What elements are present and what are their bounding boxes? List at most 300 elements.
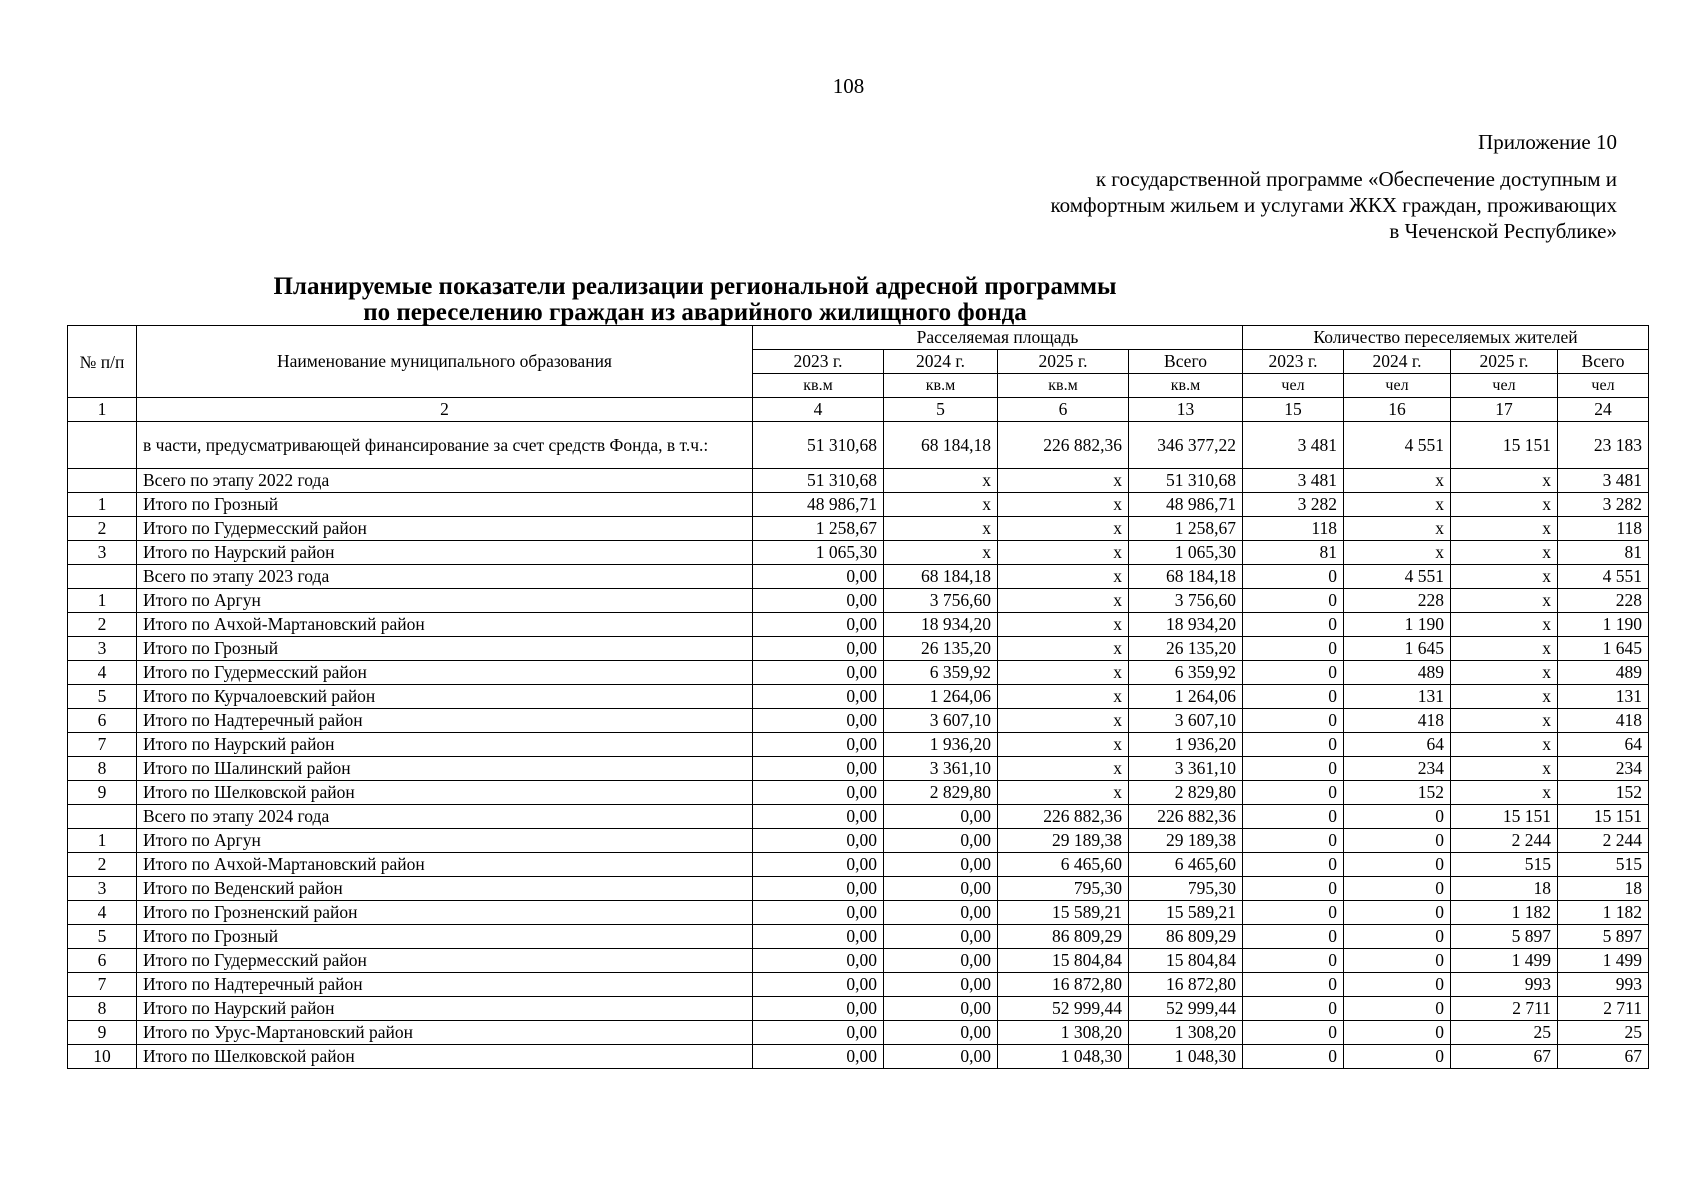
document-title-line: Планируемые показатели реализации региональной адресной программы — [273, 273, 1117, 300]
residents-2024-cell: 489 — [1344, 661, 1451, 685]
table-row — [68, 805, 1649, 829]
area-2023-cell: 0,00 — [753, 973, 884, 997]
area-total-cell: 1 065,30 — [1129, 541, 1243, 565]
area-2025-cell: x — [998, 469, 1129, 493]
residents-2025-cell: 5 897 — [1451, 925, 1558, 949]
residents-total-cell: 2 244 — [1558, 829, 1649, 853]
header-colnum: 16 — [1344, 398, 1451, 422]
residents-2024-cell: 0 — [1344, 853, 1451, 877]
area-2025-cell: 16 872,80 — [998, 973, 1129, 997]
area-total-cell: 52 999,44 — [1129, 997, 1243, 1021]
municipality-name-cell: Итого по Наурский район — [137, 733, 753, 757]
row-number-cell: 9 — [68, 781, 137, 805]
residents-total-cell: 1 190 — [1558, 613, 1649, 637]
residents-total-cell: 15 151 — [1558, 805, 1649, 829]
row-number-cell: 7 — [68, 973, 137, 997]
residents-total-cell: 1 645 — [1558, 637, 1649, 661]
header-num: № п/п — [68, 326, 137, 398]
area-2024-cell: 2 829,80 — [884, 781, 998, 805]
header-year: 2024 г. — [1344, 350, 1451, 374]
area-total-cell: 29 189,38 — [1129, 829, 1243, 853]
appendix-label: Приложение 10 — [1478, 130, 1617, 154]
residents-2023-cell: 0 — [1243, 1021, 1344, 1045]
residents-2025-cell: x — [1451, 733, 1558, 757]
residents-2024-cell: 418 — [1344, 709, 1451, 733]
area-total-cell: 2 829,80 — [1129, 781, 1243, 805]
residents-2025-cell: 18 — [1451, 877, 1558, 901]
header-colnum: 15 — [1243, 398, 1344, 422]
area-total-cell: 6 359,92 — [1129, 661, 1243, 685]
area-2025-cell: x — [998, 517, 1129, 541]
residents-2025-cell: 15 151 — [1451, 422, 1558, 469]
residents-total-cell: 418 — [1558, 709, 1649, 733]
residents-2024-cell: 0 — [1344, 925, 1451, 949]
area-2025-cell: 1 048,30 — [998, 1045, 1129, 1069]
municipality-name-cell: Всего по этапу 2023 года — [137, 565, 753, 589]
area-total-cell: 68 184,18 — [1129, 565, 1243, 589]
area-2023-cell: 0,00 — [753, 1045, 884, 1069]
municipality-name-cell: Итого по Ачхой-Мартановский район — [137, 853, 753, 877]
residents-total-cell: 81 — [1558, 541, 1649, 565]
residents-2025-cell: x — [1451, 517, 1558, 541]
residents-total-cell: 228 — [1558, 589, 1649, 613]
area-2025-cell: 6 465,60 — [998, 853, 1129, 877]
program-reference-line: комфортным жильем и услугами ЖКХ граждан, проживающих — [1050, 193, 1617, 217]
area-total-cell: 795,30 — [1129, 877, 1243, 901]
municipality-name-cell: Итого по Шелковской район — [137, 1045, 753, 1069]
residents-2025-cell: 993 — [1451, 973, 1558, 997]
municipality-name-cell: Итого по Наурский район — [137, 997, 753, 1021]
municipality-name-cell: Итого по Курчалоевский район — [137, 685, 753, 709]
header-colnum: 5 — [884, 398, 998, 422]
table-row — [68, 925, 1649, 949]
residents-2023-cell: 0 — [1243, 781, 1344, 805]
residents-2024-cell: 4 551 — [1344, 565, 1451, 589]
area-total-cell: 51 310,68 — [1129, 469, 1243, 493]
residents-2024-cell: 4 551 — [1344, 422, 1451, 469]
header-year: 2025 г. — [1451, 350, 1558, 374]
area-2025-cell: x — [998, 637, 1129, 661]
area-2025-cell: x — [998, 685, 1129, 709]
municipality-name-cell: Итого по Гудермесский район — [137, 949, 753, 973]
area-2024-cell: 0,00 — [884, 949, 998, 973]
area-2023-cell: 0,00 — [753, 613, 884, 637]
row-number-cell — [68, 469, 137, 493]
area-2023-cell: 0,00 — [753, 805, 884, 829]
area-2024-cell: 3 361,10 — [884, 757, 998, 781]
area-2024-cell: x — [884, 517, 998, 541]
residents-total-cell: 515 — [1558, 853, 1649, 877]
residents-total-cell: 18 — [1558, 877, 1649, 901]
row-number-cell: 7 — [68, 733, 137, 757]
area-2024-cell: 0,00 — [884, 877, 998, 901]
municipality-name-cell: Итого по Гудермесский район — [137, 517, 753, 541]
row-number-cell: 1 — [68, 829, 137, 853]
residents-total-cell: 23 183 — [1558, 422, 1649, 469]
header-year: 2024 г. — [884, 350, 998, 374]
municipality-name-cell: Итого по Шалинский район — [137, 757, 753, 781]
area-total-cell: 6 465,60 — [1129, 853, 1243, 877]
municipality-name-cell: Итого по Надтеречный район — [137, 973, 753, 997]
area-2025-cell: x — [998, 733, 1129, 757]
row-number-cell: 2 — [68, 613, 137, 637]
row-number-cell: 2 — [68, 853, 137, 877]
area-total-cell: 1 308,20 — [1129, 1021, 1243, 1045]
residents-2025-cell: x — [1451, 613, 1558, 637]
row-number-cell: 4 — [68, 661, 137, 685]
table-row — [68, 997, 1649, 1021]
header-unit: чел — [1243, 374, 1344, 398]
header-colnum: 24 — [1558, 398, 1649, 422]
area-2023-cell: 0,00 — [753, 901, 884, 925]
residents-2023-cell: 3 282 — [1243, 493, 1344, 517]
area-total-cell: 1 048,30 — [1129, 1045, 1243, 1069]
table-row — [68, 517, 1649, 541]
residents-total-cell: 2 711 — [1558, 997, 1649, 1021]
area-2024-cell: 68 184,18 — [884, 422, 998, 469]
residents-2023-cell: 0 — [1243, 565, 1344, 589]
residents-2023-cell: 0 — [1243, 613, 1344, 637]
table-row — [68, 589, 1649, 613]
area-2023-cell: 51 310,68 — [753, 422, 884, 469]
municipality-name-cell: Итого по Грозный — [137, 637, 753, 661]
residents-2023-cell: 118 — [1243, 517, 1344, 541]
residents-2023-cell: 3 481 — [1243, 422, 1344, 469]
document-title-line: по переселению граждан из аварийного жилищного фонда — [363, 299, 1027, 326]
area-2023-cell: 48 986,71 — [753, 493, 884, 517]
row-number-cell — [68, 805, 137, 829]
header-unit: кв.м — [998, 374, 1129, 398]
area-2025-cell: 86 809,29 — [998, 925, 1129, 949]
residents-total-cell: 489 — [1558, 661, 1649, 685]
residents-total-cell: 5 897 — [1558, 925, 1649, 949]
residents-total-cell: 4 551 — [1558, 565, 1649, 589]
residents-2025-cell: x — [1451, 469, 1558, 493]
table-row — [68, 493, 1649, 517]
municipality-name-cell: Всего по этапу 2024 года — [137, 805, 753, 829]
area-2025-cell: x — [998, 541, 1129, 565]
residents-2024-cell: 0 — [1344, 901, 1451, 925]
header-group-people: Количество переселяемых жителей — [1243, 326, 1649, 350]
area-total-cell: 3 756,60 — [1129, 589, 1243, 613]
area-2025-cell: 1 308,20 — [998, 1021, 1129, 1045]
area-2024-cell: 0,00 — [884, 973, 998, 997]
area-2025-cell: 795,30 — [998, 877, 1129, 901]
residents-2023-cell: 0 — [1243, 733, 1344, 757]
area-total-cell: 3 361,10 — [1129, 757, 1243, 781]
residents-2023-cell: 0 — [1243, 949, 1344, 973]
residents-2024-cell: 0 — [1344, 805, 1451, 829]
area-2024-cell: 0,00 — [884, 1021, 998, 1045]
program-reference — [1050, 166, 1617, 244]
area-total-cell: 48 986,71 — [1129, 493, 1243, 517]
table-header — [68, 326, 1649, 422]
table-row — [68, 877, 1649, 901]
header-unit: кв.м — [1129, 374, 1243, 398]
area-2023-cell: 0,00 — [753, 565, 884, 589]
header-colnum: 17 — [1451, 398, 1558, 422]
row-number-cell: 6 — [68, 709, 137, 733]
residents-2023-cell: 0 — [1243, 925, 1344, 949]
header-year: Всего — [1129, 350, 1243, 374]
table-row — [68, 637, 1649, 661]
area-2023-cell: 0,00 — [753, 685, 884, 709]
residents-2024-cell: x — [1344, 469, 1451, 493]
area-2023-cell: 0,00 — [753, 1021, 884, 1045]
area-2025-cell: x — [998, 781, 1129, 805]
municipality-name-cell: Итого по Шелковской район — [137, 781, 753, 805]
area-total-cell: 226 882,36 — [1129, 805, 1243, 829]
page-number: 108 — [832, 74, 865, 98]
header-colnum: 2 — [137, 398, 753, 422]
residents-2025-cell: 15 151 — [1451, 805, 1558, 829]
table-row — [68, 661, 1649, 685]
table-row — [68, 709, 1649, 733]
residents-2024-cell: 0 — [1344, 1045, 1451, 1069]
document-title — [0, 274, 1390, 326]
residents-2024-cell: 0 — [1344, 949, 1451, 973]
residents-2025-cell: x — [1451, 757, 1558, 781]
residents-2025-cell: x — [1451, 541, 1558, 565]
area-2025-cell: 226 882,36 — [998, 805, 1129, 829]
table-row — [68, 541, 1649, 565]
area-2024-cell: 26 135,20 — [884, 637, 998, 661]
residents-2024-cell: 131 — [1344, 685, 1451, 709]
area-2023-cell: 0,00 — [753, 925, 884, 949]
header-colnum: 13 — [1129, 398, 1243, 422]
municipality-name-cell: Итого по Аргун — [137, 829, 753, 853]
residents-2025-cell: x — [1451, 661, 1558, 685]
area-2025-cell: 29 189,38 — [998, 829, 1129, 853]
table-row — [68, 781, 1649, 805]
area-total-cell: 26 135,20 — [1129, 637, 1243, 661]
area-2024-cell: 0,00 — [884, 853, 998, 877]
area-2024-cell: 68 184,18 — [884, 565, 998, 589]
row-number-cell: 3 — [68, 541, 137, 565]
row-number-cell — [68, 422, 137, 469]
municipality-name-cell: Итого по Грозный — [137, 493, 753, 517]
area-2023-cell: 1 065,30 — [753, 541, 884, 565]
residents-2024-cell: 1 190 — [1344, 613, 1451, 637]
area-2025-cell: 15 589,21 — [998, 901, 1129, 925]
municipality-name-cell: Итого по Надтеречный район — [137, 709, 753, 733]
residents-2024-cell: 0 — [1344, 997, 1451, 1021]
table-row — [68, 1021, 1649, 1045]
table-row — [68, 949, 1649, 973]
residents-total-cell: 1 499 — [1558, 949, 1649, 973]
table-row — [68, 685, 1649, 709]
area-2023-cell: 0,00 — [753, 733, 884, 757]
area-total-cell: 16 872,80 — [1129, 973, 1243, 997]
municipality-name-cell: Итого по Гудермесский район — [137, 661, 753, 685]
residents-2025-cell: 25 — [1451, 1021, 1558, 1045]
residents-2023-cell: 0 — [1243, 1045, 1344, 1069]
row-number-cell: 2 — [68, 517, 137, 541]
residents-2025-cell: x — [1451, 637, 1558, 661]
area-2024-cell: 0,00 — [884, 1045, 998, 1069]
residents-total-cell: 993 — [1558, 973, 1649, 997]
residents-2023-cell: 0 — [1243, 829, 1344, 853]
municipality-name-cell: Итого по Аргун — [137, 589, 753, 613]
residents-2025-cell: 1 499 — [1451, 949, 1558, 973]
table-row — [68, 973, 1649, 997]
residents-2025-cell: x — [1451, 493, 1558, 517]
area-2024-cell: 18 934,20 — [884, 613, 998, 637]
header-year: 2023 г. — [1243, 350, 1344, 374]
residents-2023-cell: 0 — [1243, 853, 1344, 877]
area-2023-cell: 0,00 — [753, 781, 884, 805]
area-2025-cell: x — [998, 709, 1129, 733]
area-total-cell: 1 936,20 — [1129, 733, 1243, 757]
row-number-cell: 5 — [68, 685, 137, 709]
residents-2024-cell: x — [1344, 541, 1451, 565]
residents-2025-cell: x — [1451, 781, 1558, 805]
residents-2024-cell: 0 — [1344, 973, 1451, 997]
area-2023-cell: 0,00 — [753, 829, 884, 853]
header-unit: чел — [1451, 374, 1558, 398]
header-name: Наименование муниципального образования — [137, 326, 753, 398]
municipality-name-cell: Итого по Урус-Мартановский район — [137, 1021, 753, 1045]
table-row — [68, 829, 1649, 853]
residents-2024-cell: 152 — [1344, 781, 1451, 805]
header-unit: кв.м — [884, 374, 998, 398]
table-body — [68, 422, 1649, 1069]
table-row — [68, 565, 1649, 589]
area-2024-cell: 0,00 — [884, 901, 998, 925]
table-row — [68, 613, 1649, 637]
area-2024-cell: 3 607,10 — [884, 709, 998, 733]
area-total-cell: 346 377,22 — [1129, 422, 1243, 469]
residents-total-cell: 152 — [1558, 781, 1649, 805]
table-row — [68, 469, 1649, 493]
table-row — [68, 757, 1649, 781]
area-2024-cell: 0,00 — [884, 925, 998, 949]
area-2025-cell: x — [998, 565, 1129, 589]
area-total-cell: 3 607,10 — [1129, 709, 1243, 733]
area-2023-cell: 0,00 — [753, 853, 884, 877]
area-2023-cell: 0,00 — [753, 757, 884, 781]
area-2023-cell: 0,00 — [753, 949, 884, 973]
row-number-cell: 1 — [68, 589, 137, 613]
residents-2023-cell: 0 — [1243, 589, 1344, 613]
residents-total-cell: 1 182 — [1558, 901, 1649, 925]
residents-2023-cell: 0 — [1243, 997, 1344, 1021]
program-reference-line: в Чеченской Республике» — [1389, 219, 1617, 243]
area-total-cell: 86 809,29 — [1129, 925, 1243, 949]
table-row — [68, 1045, 1649, 1069]
area-2025-cell: 15 804,84 — [998, 949, 1129, 973]
area-2024-cell: 1 264,06 — [884, 685, 998, 709]
residents-2023-cell: 81 — [1243, 541, 1344, 565]
row-number-cell: 10 — [68, 1045, 137, 1069]
area-total-cell: 15 804,84 — [1129, 949, 1243, 973]
area-2023-cell: 0,00 — [753, 589, 884, 613]
residents-total-cell: 25 — [1558, 1021, 1649, 1045]
header-year: 2025 г. — [998, 350, 1129, 374]
area-2025-cell: x — [998, 589, 1129, 613]
header-unit: кв.м — [753, 374, 884, 398]
residents-2025-cell: 67 — [1451, 1045, 1558, 1069]
area-2023-cell: 0,00 — [753, 709, 884, 733]
residents-2023-cell: 0 — [1243, 901, 1344, 925]
area-2024-cell: 3 756,60 — [884, 589, 998, 613]
residents-2025-cell: 1 182 — [1451, 901, 1558, 925]
area-2023-cell: 0,00 — [753, 637, 884, 661]
residents-2024-cell: 0 — [1344, 1021, 1451, 1045]
area-2025-cell: 52 999,44 — [998, 997, 1129, 1021]
municipality-name-cell: Итого по Грозный — [137, 925, 753, 949]
area-2024-cell: 0,00 — [884, 997, 998, 1021]
area-2023-cell: 0,00 — [753, 997, 884, 1021]
area-2025-cell: x — [998, 757, 1129, 781]
municipality-name-cell: Итого по Грозненский район — [137, 901, 753, 925]
header-colnum: 6 — [998, 398, 1129, 422]
residents-2024-cell: 0 — [1344, 829, 1451, 853]
area-2023-cell: 51 310,68 — [753, 469, 884, 493]
residents-2025-cell: 2 244 — [1451, 829, 1558, 853]
area-total-cell: 1 264,06 — [1129, 685, 1243, 709]
residents-2023-cell: 0 — [1243, 877, 1344, 901]
area-2025-cell: 226 882,36 — [998, 422, 1129, 469]
area-2023-cell: 0,00 — [753, 877, 884, 901]
residents-2024-cell: 228 — [1344, 589, 1451, 613]
residents-2025-cell: x — [1451, 589, 1558, 613]
table-row — [68, 853, 1649, 877]
residents-2024-cell: 0 — [1344, 877, 1451, 901]
residents-total-cell: 3 282 — [1558, 493, 1649, 517]
residents-2025-cell: 2 711 — [1451, 997, 1558, 1021]
residents-2023-cell: 0 — [1243, 709, 1344, 733]
municipality-name-cell: Итого по Веденский район — [137, 877, 753, 901]
residents-2023-cell: 0 — [1243, 637, 1344, 661]
row-number-cell: 8 — [68, 997, 137, 1021]
residents-2025-cell: x — [1451, 565, 1558, 589]
residents-2023-cell: 0 — [1243, 685, 1344, 709]
residents-total-cell: 67 — [1558, 1045, 1649, 1069]
header-year: 2023 г. — [753, 350, 884, 374]
header-colnum: 4 — [753, 398, 884, 422]
area-2025-cell: x — [998, 493, 1129, 517]
row-number-cell: 3 — [68, 637, 137, 661]
row-number-cell — [68, 565, 137, 589]
residents-2025-cell: x — [1451, 685, 1558, 709]
residents-2023-cell: 3 481 — [1243, 469, 1344, 493]
residents-total-cell: 234 — [1558, 757, 1649, 781]
header-unit: чел — [1344, 374, 1451, 398]
residents-2025-cell: x — [1451, 709, 1558, 733]
residents-2024-cell: x — [1344, 517, 1451, 541]
area-2023-cell: 1 258,67 — [753, 517, 884, 541]
header-year: Всего — [1558, 350, 1649, 374]
area-total-cell: 1 258,67 — [1129, 517, 1243, 541]
area-2024-cell: x — [884, 469, 998, 493]
header-unit: чел — [1558, 374, 1649, 398]
area-2024-cell: x — [884, 541, 998, 565]
residents-2024-cell: 1 645 — [1344, 637, 1451, 661]
municipality-name-cell: Итого по Наурский район — [137, 541, 753, 565]
residents-2024-cell: 234 — [1344, 757, 1451, 781]
residents-2024-cell: 64 — [1344, 733, 1451, 757]
area-2023-cell: 0,00 — [753, 661, 884, 685]
area-2025-cell: x — [998, 661, 1129, 685]
row-number-cell: 6 — [68, 949, 137, 973]
area-2024-cell: 0,00 — [884, 805, 998, 829]
row-number-cell: 5 — [68, 925, 137, 949]
municipality-name-cell: Всего по этапу 2022 года — [137, 469, 753, 493]
residents-total-cell: 118 — [1558, 517, 1649, 541]
residents-total-cell: 131 — [1558, 685, 1649, 709]
area-2024-cell: 1 936,20 — [884, 733, 998, 757]
